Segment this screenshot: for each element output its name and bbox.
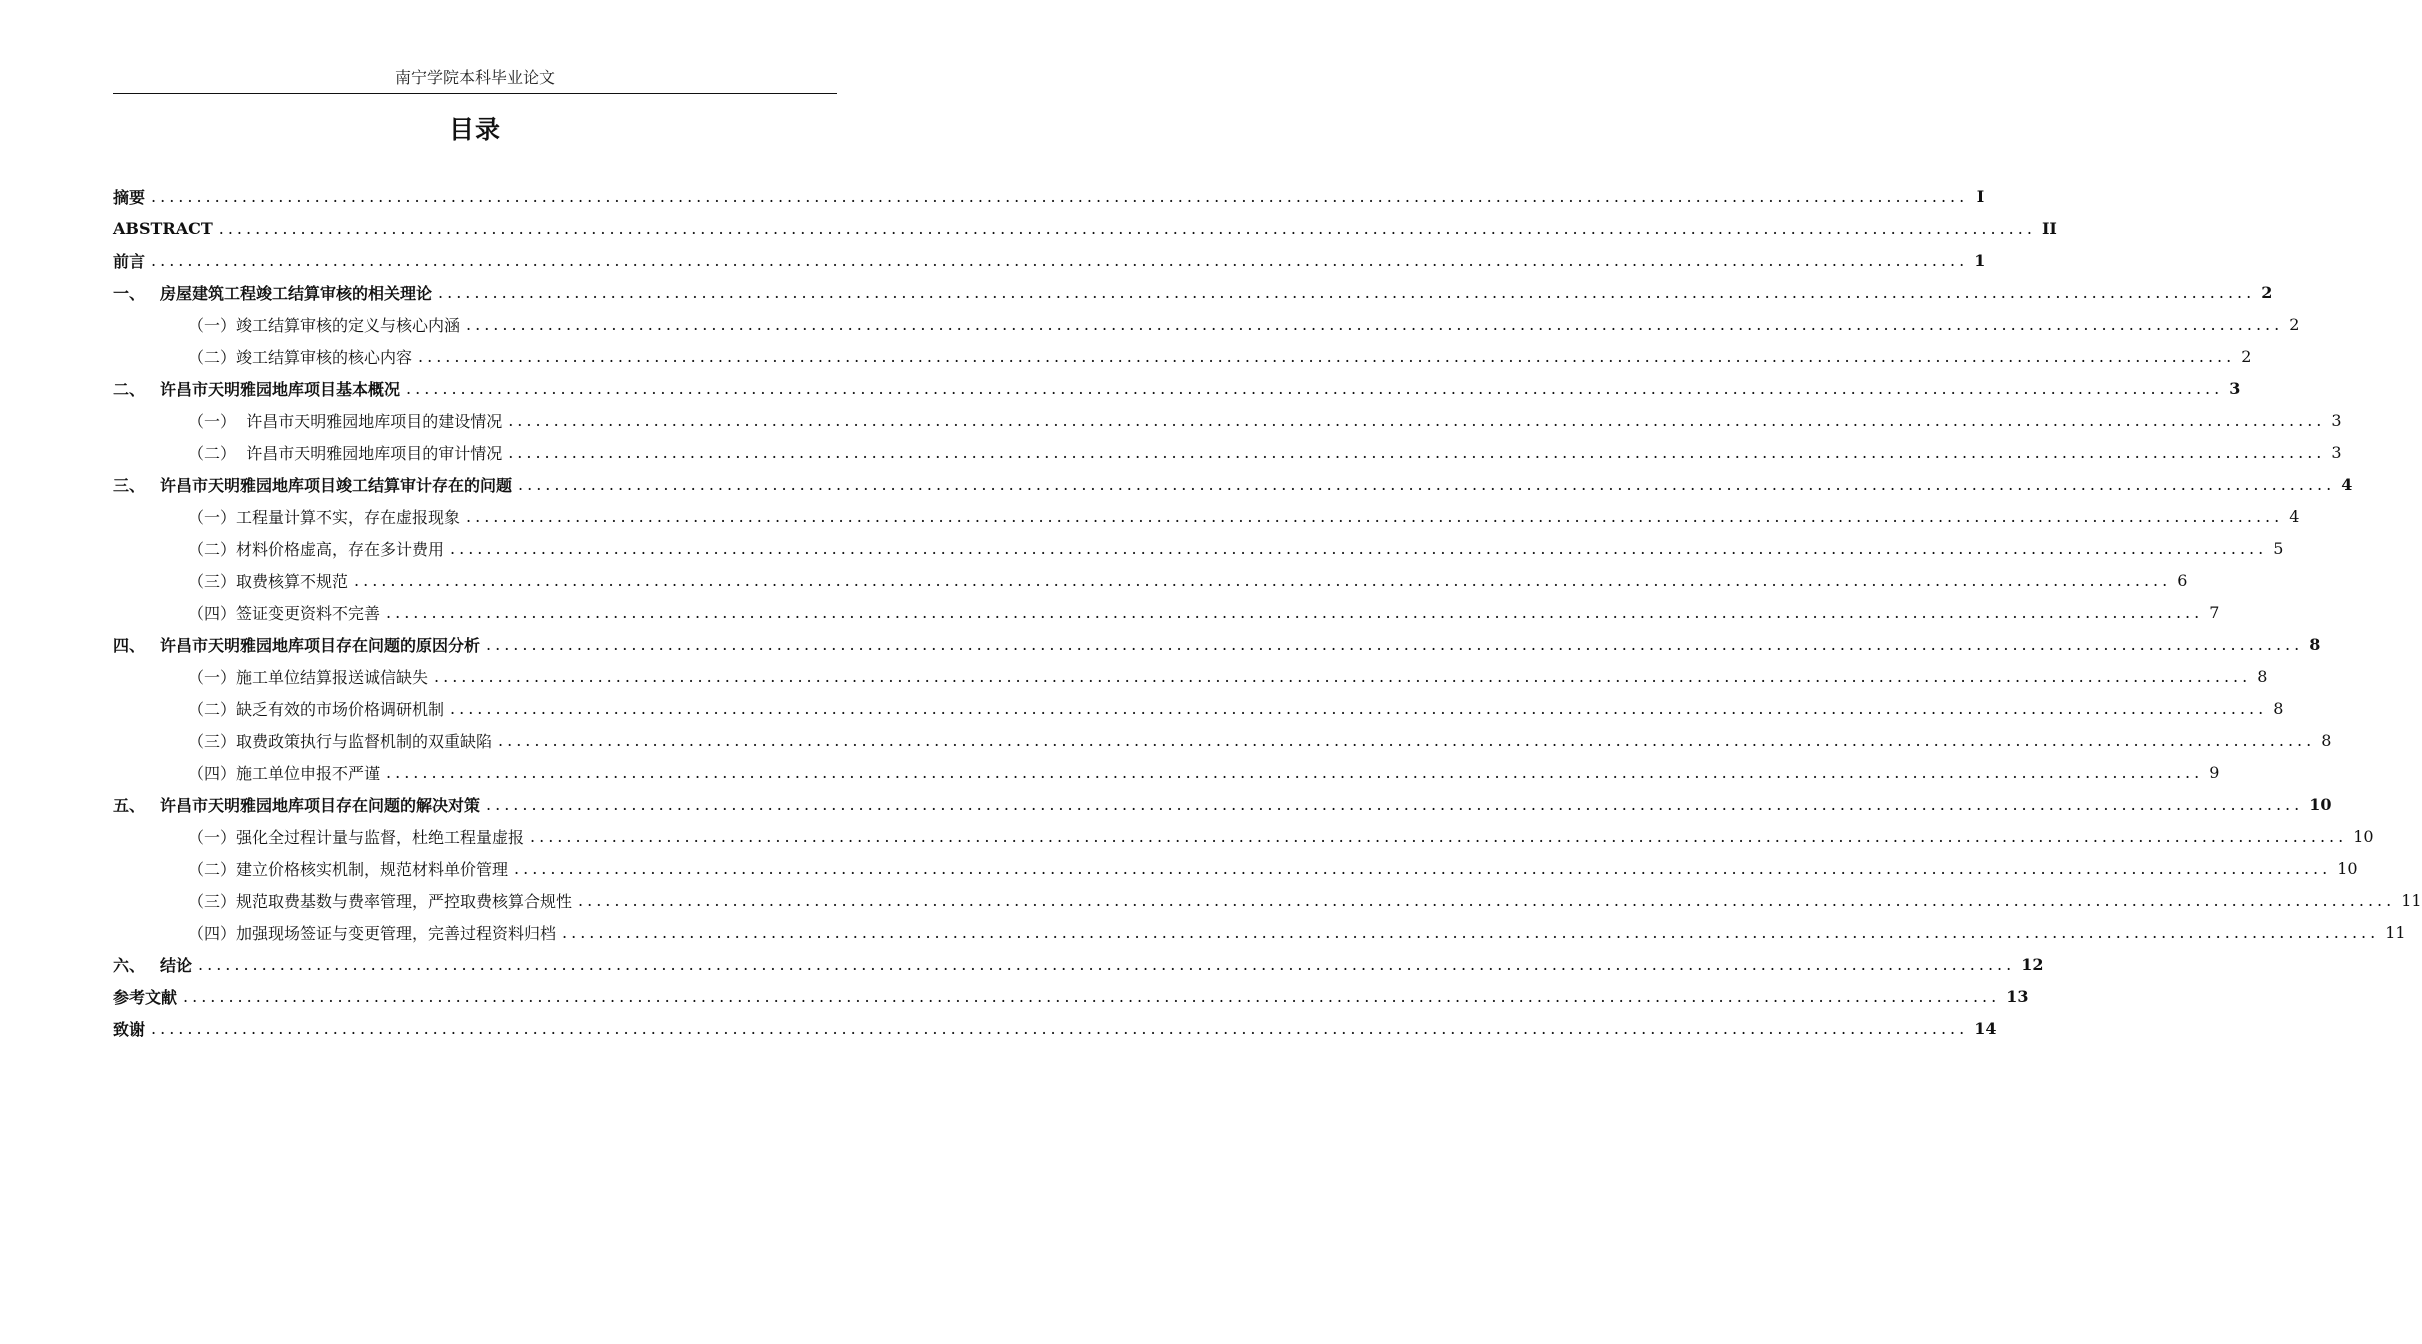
toc-entry-page-number: 10 [2309,794,2332,814]
toc-entry-number: 三、 [113,475,146,495]
toc-dot-leader: ........................................................................................................................................................................................................ [450,698,2268,718]
toc-dot-leader: ........................................................................................................................................................................................................ [508,442,2326,462]
toc-entry-title: 强化全过程计量与监督，杜绝工程量虚报 [236,827,525,847]
toc-entry-page-number: 8 [2309,634,2321,654]
toc-dot-leader: ........................................................................................................................................................................................................ [486,634,2304,654]
toc-entry-page-number: 11 [2385,922,2406,942]
toc-dot-leader: ........................................................................................................................................................................................................ [466,314,2284,334]
toc-entry[interactable] [113,788,2332,820]
toc-entry-title: 取费政策执行与监督机制的双重缺陷 [236,731,493,751]
running-header: 南宁学院本科毕业论文 [394,68,555,87]
toc-entry[interactable] [113,756,2220,788]
toc-entry-page-number: II [2041,218,2057,238]
toc-entry-title: 竣工结算审核的核心内容 [236,347,413,367]
toc-entry-number: 四、 [113,635,146,655]
toc-entry-page-number: 4 [2289,506,2300,526]
toc-entry-number: （二） [188,539,237,559]
toc-entry[interactable] [113,948,2044,980]
toc-entry-number: 六、 [113,955,146,975]
toc-entry-number: （三） [188,731,237,751]
toc-dot-leader: ........................................................................................................................................................................................................ [406,378,2224,398]
toc-entry-title: 签证变更资料不完善 [236,603,381,623]
toc-entry[interactable] [113,852,2358,884]
toc-entry[interactable] [113,980,2029,1012]
toc-entry-title: 缺乏有效的市场价格调研机制 [236,699,445,719]
toc-entry-page-number: 3 [2229,378,2241,398]
toc-entry-title: 摘要 [113,187,146,207]
toc-entry-page-number: 8 [2321,730,2332,750]
header-divider [113,93,837,94]
toc-dot-leader: ........................................................................................................................................................................................................ [438,282,2256,302]
toc-entry-page-number: 14 [1974,1018,1997,1038]
toc-dot-leader: ........................................................................................................................................................................................................ [418,346,2236,366]
toc-entry-title: 建立价格核实机制，规范材料单价管理 [236,859,509,879]
toc-entry-page-number: 10 [2337,858,2358,878]
toc-entry-number: （一） [188,315,237,335]
toc-dot-leader: ........................................................................................................................................................................................................ [508,410,2326,430]
toc-entry[interactable] [113,916,2406,948]
toc-entry-title: 取费核算不规范 [236,571,349,591]
toc-entry-page-number: 3 [2331,442,2342,462]
toc-dot-leader: ........................................................................................................................................................................................................ [198,954,2016,974]
toc-entry-page-number: 6 [2177,570,2188,590]
toc-entry-number: （一） [188,411,237,431]
toc-dot-leader: ........................................................................................................................................................................................................ [578,890,2396,910]
toc-dot-leader: ........................................................................................................................................................................................................ [450,538,2268,558]
toc-dot-leader: ........................................................................................................................................................................................................ [151,250,1969,270]
toc-entry[interactable] [113,404,2342,436]
toc-dot-leader: ........................................................................................................................................................................................................ [518,474,2336,494]
toc-entry[interactable] [113,628,2321,660]
toc-entry-page-number: 2 [2261,282,2273,302]
toc-entry-page-number: 1 [1974,250,1986,270]
toc-entry[interactable] [113,308,2300,340]
toc-entry-number: 二、 [113,379,146,399]
toc-entry-number: （一） [188,827,237,847]
toc-dot-leader: ........................................................................................................................................................................................................ [466,506,2284,526]
toc-dot-leader: ........................................................................................................................................................................................................ [386,602,2204,622]
toc-entry[interactable] [113,692,2284,724]
toc-entry[interactable] [113,500,2300,532]
toc-entry-number: （二） [188,699,237,719]
toc-entry-title: 规范取费基数与费率管理，严控取费核算合规性 [236,891,573,911]
toc-entry[interactable] [113,212,2057,244]
toc-entry[interactable] [113,884,2422,916]
toc-entry-page-number: 8 [2273,698,2284,718]
toc-entry[interactable] [113,820,2374,852]
toc-entry-number: （二） [188,443,237,463]
toc-entry-page-number: 9 [2209,762,2220,782]
toc-entry-title: 许昌市天明雅园地库项目的审计情况 [236,443,503,463]
toc-entry-page-number: 2 [2289,314,2300,334]
toc-entry-title: 许昌市天明雅园地库项目基本概况 [160,379,401,399]
table-of-contents [113,180,2422,1044]
toc-entry-number: （二） [188,347,237,367]
toc-dot-leader: ........................................................................................................................................................................................................ [486,794,2304,814]
toc-dot-leader: ........................................................................................................................................................................................................ [530,826,2348,846]
toc-dot-leader: ........................................................................................................................................................................................................ [183,986,2001,1006]
toc-entry-number: （一） [188,667,237,687]
toc-dot-leader: ........................................................................................................................................................................................................ [434,666,2252,686]
toc-entry-title: 施工单位申报不严谨 [236,763,381,783]
toc-entry-number: （三） [188,891,237,911]
toc-entry-page-number: I [1976,186,1985,206]
toc-entry-title: 许昌市天明雅园地库项目存在问题的解决对策 [160,795,481,815]
toc-entry[interactable] [113,1012,1997,1044]
toc-entry-title: ABSTRACT [113,218,213,238]
toc-entry-number: 一、 [113,283,146,303]
toc-entry-title: 房屋建筑工程竣工结算审核的相关理论 [160,283,433,303]
toc-dot-leader: ........................................................................................................................................................................................................ [218,218,2036,238]
toc-entry-title: 材料价格虚高，存在多计费用 [236,539,445,559]
toc-entry-title: 竣工结算审核的定义与核心内涵 [236,315,461,335]
toc-entry-page-number: 2 [2241,346,2252,366]
toc-entry-page-number: 7 [2209,602,2220,622]
toc-entry-number: 五、 [113,795,146,815]
toc-entry-page-number: 8 [2257,666,2268,686]
toc-dot-leader: ........................................................................................................................................................................................................ [151,1018,1969,1038]
toc-entry[interactable] [113,660,2268,692]
toc-dot-leader: ........................................................................................................................................................................................................ [562,922,2380,942]
toc-entry-title: 许昌市天明雅园地库项目的建设情况 [236,411,503,431]
toc-dot-leader: ........................................................................................................................................................................................................ [498,730,2316,750]
toc-entry-number: （一） [188,507,237,527]
toc-entry[interactable] [113,596,2220,628]
toc-entry[interactable] [113,436,2342,468]
toc-entry-title: 结论 [160,955,193,975]
toc-entry[interactable] [113,724,2332,756]
toc-entry-title: 参考文献 [113,987,178,1007]
toc-entry-page-number: 4 [2341,474,2353,494]
toc-entry[interactable] [113,468,2353,500]
toc-entry-title: 工程量计算不实，存在虚报现象 [236,507,461,527]
toc-entry[interactable] [113,340,2252,372]
toc-entry-title: 许昌市天明雅园地库项目竣工结算审计存在的问题 [160,475,513,495]
toc-entry-page-number: 12 [2021,954,2044,974]
toc-entry-title: 施工单位结算报送诚信缺失 [236,667,429,687]
toc-entry-title: 致谢 [113,1019,146,1039]
toc-dot-leader: ........................................................................................................................................................................................................ [386,762,2204,782]
toc-title: 目录 [448,115,501,144]
toc-entry[interactable] [113,564,2188,596]
toc-dot-leader: ........................................................................................................................................................................................................ [514,858,2332,878]
toc-entry-number: （四） [188,763,237,783]
toc-entry-page-number: 3 [2331,410,2342,430]
toc-entry-title: 许昌市天明雅园地库项目存在问题的原因分析 [160,635,481,655]
toc-entry[interactable] [113,372,2241,404]
toc-entry-title: 加强现场签证与变更管理，完善过程资料归档 [236,923,557,943]
toc-entry-page-number: 5 [2273,538,2284,558]
toc-entry-number: （四） [188,603,237,623]
toc-entry[interactable] [113,276,2273,308]
toc-dot-leader: ........................................................................................................................................................................................................ [354,570,2172,590]
toc-dot-leader: ........................................................................................................................................................................................................ [151,186,1969,206]
toc-entry-number: （四） [188,923,237,943]
toc-entry-page-number: 13 [2006,986,2029,1006]
toc-entry-title: 前言 [113,251,146,271]
toc-entry-number: （二） [188,859,237,879]
toc-entry-number: （三） [188,571,237,591]
toc-entry-page-number: 11 [2401,890,2422,910]
toc-entry[interactable] [113,180,1985,212]
toc-entry[interactable] [113,244,1986,276]
toc-entry-page-number: 10 [2353,826,2374,846]
toc-entry[interactable] [113,532,2284,564]
